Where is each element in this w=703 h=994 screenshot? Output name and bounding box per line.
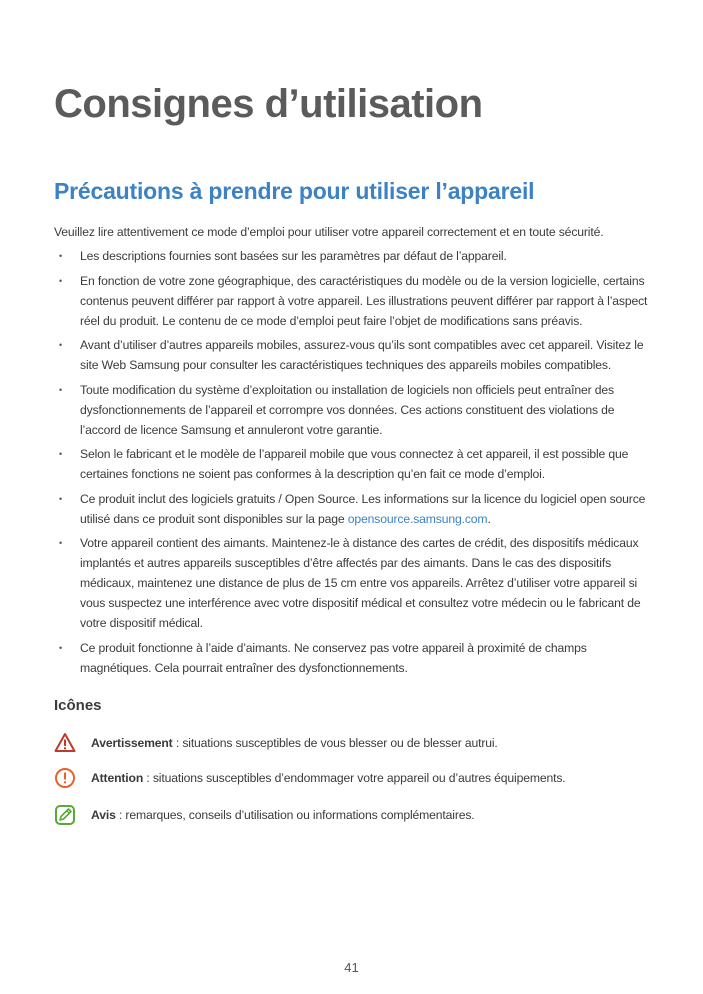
list-item-text: Votre appareil contient des aimants. Maintenez-le à distance des cartes de crédit, des dispositifs médicaux implantés et autres appareils susceptibles d’être affectés par des aimants. Dans le cas des dispositifs médicaux, maintenez une distance de plus de 15 cm entre vos appareils. Arrêtez d’utiliser votre appareil si vous suspectez une interférence avec votre dispositif médical et consultez votre médecin ou le fabricant de votre dispositif médical. (80, 536, 641, 630)
list-item (54, 246, 650, 266)
list-item-text: Avant d’utiliser d’autres appareils mobiles, assurez-vous qu’ils sont compatibles avec cet appareil. Visitez le site Web Samsung pour consulter les caractéristiques techniques des appareils mobiles compatibles. (80, 338, 644, 372)
list-item-text: Les descriptions fournies sont basées sur les paramètres par défaut de l’appareil. (80, 249, 507, 263)
icons-heading: Icônes (54, 697, 102, 714)
page-number: 41 (344, 960, 359, 975)
section-title: Précautions à prendre pour utiliser l’appareil (54, 178, 535, 204)
list-item (54, 380, 650, 440)
list-item (54, 335, 650, 375)
bullet-icon: • (59, 449, 63, 459)
bullet-icon: • (59, 642, 63, 653)
bullet-icon: • (59, 251, 63, 261)
icon-row-caution (54, 767, 654, 791)
list-item-text: Toute modification du système d’exploitation ou installation de logiciels non officiels peut entraîner des dysfonctionnements de l’appareil et corrompre vos données. Ces actions constituent des violations de l’accord de licence Samsung et annuleront votre garantie. (80, 382, 615, 437)
bullet-icon: • (59, 340, 63, 350)
intro-paragraph: Veuillez lire attentivement ce mode d’emploi pour utiliser votre appareil correctement et en toute sécurité. (54, 225, 604, 239)
list-item (54, 271, 650, 331)
page-title: Consignes d’utilisation (54, 82, 483, 126)
list-item-text: Selon le fabricant et le modèle de l’appareil mobile que vous connectez à cet appareil, il est possible que certaines fonctions ne soient pas conformes à la description qu’en fait ce mode d’emploi. (80, 447, 629, 481)
list-item (54, 489, 650, 529)
warning-triangle-icon (54, 732, 76, 754)
icon-row-note (54, 804, 654, 828)
list-item-text-end: . (487, 511, 491, 526)
bullet-icon: • (59, 538, 63, 548)
list-item-text: En fonction de votre zone géographique, des caractéristiques du modèle ou de la version logicielle, certains contenus peuvent différer par rapport à votre appareil. Les illustrations peuvent différer par rapport à l’aspect réel du produit. Le contenu de ce mode d’emploi peut faire l’objet de modifications sans préavis. (80, 273, 648, 328)
list-item (54, 444, 650, 484)
opensource-link[interactable]: opensource.samsung.com (347, 511, 488, 526)
icon-description: : situations susceptibles de vous blesser ou de blesser autrui. (172, 736, 498, 750)
bullet-icon: • (59, 275, 63, 286)
list-item-text: Ce produit fonctionne à l’aide d’aimants. Ne conservez pas votre appareil à proximité de champs magnétiques. Cela pourrait entraîner des dysfonctionnements. (80, 640, 587, 675)
icon-label: Avis (91, 808, 116, 822)
list-item (54, 638, 650, 678)
bullet-icon: • (59, 384, 63, 395)
precautions-list (54, 246, 650, 682)
icon-row-warning (54, 732, 654, 756)
list-item-text: Ce produit inclut des logiciels gratuits / Open Source. Les informations sur la licence du logiciel open source utilisé dans ce produit sont disponibles sur la page (80, 491, 646, 526)
icon-description: : remarques, conseils d’utilisation ou informations complémentaires. (115, 808, 475, 822)
note-pencil-icon (54, 804, 76, 826)
icon-label: Avertissement (91, 736, 173, 750)
icon-description: : situations susceptibles d’endommager votre appareil ou d’autres équipements. (143, 771, 566, 785)
bullet-icon: • (59, 493, 63, 504)
list-item (54, 533, 650, 633)
icon-label: Attention (91, 771, 144, 785)
caution-circle-icon (54, 767, 76, 789)
